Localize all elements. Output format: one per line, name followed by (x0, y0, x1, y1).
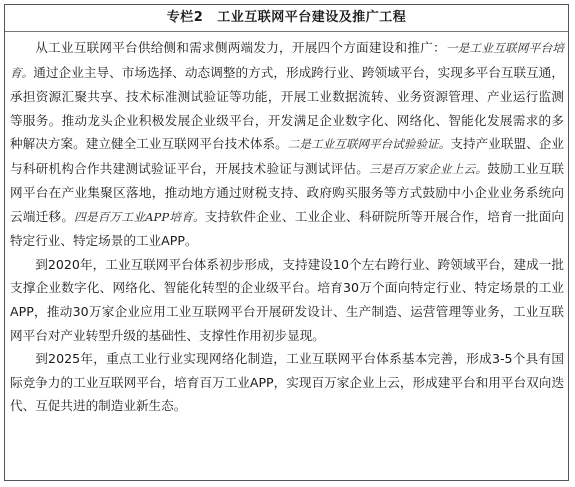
box-body (5, 32, 568, 418)
feature-box (4, 4, 569, 481)
text-run: 支持软件企业、工业企业、科研院所等开展合作，培育一批面向特定行业、特定场景的工业APP。 (10, 208, 564, 249)
box-label: 专栏2 (166, 10, 204, 25)
emphasis-run-app-cultivation: 四是百万工业APP培育。 (74, 209, 205, 224)
text-run: 支持产业联盟、企业与科研机构合作共建测试验证平台，开展技术验证与测试评估。 (10, 136, 564, 176)
text-run: 鼓励工业互联网平台在产业集聚区落地，推动地方通过财税支持、政府购买服务等方式鼓励中小企业业务系统向云端迁移。 (10, 160, 564, 224)
text-run: 到2020年，工业互联网平台体系初步形成，支持建设10个左右跨行业、跨领域平台，建成一批支撑企业数字化、网络化、智能化转型的企业级平台。培育30万个面向特定行业、特定场景的工业APP，推动30万家企业应用工业互联网平台开展研发设计、生产制造、运营管理等业务，工业互联网平台对产业转型升级的基础性、支撑性作用初步显现。 (10, 256, 564, 343)
paragraph-1 (10, 36, 564, 253)
paragraph-2 (10, 253, 564, 347)
box-heading: 工业互联网平台建设及推广工程 (217, 10, 407, 25)
emphasis-run-test-verification: 二是工业互联网平台试验验证。 (287, 137, 451, 152)
emphasis-run-enterprise-cloud: 三是百万家企业上云。 (369, 161, 488, 176)
paragraph-3 (10, 347, 564, 418)
box-title (5, 5, 568, 32)
text-run: 通过企业主导、市场选择、动态调整的方式，形成跨行业、跨领域平台，实现多平台互联互通，承担资源汇聚共享、技术标准测试验证等功能，开展工业数据流转、业务资源管理、产业运行监测等服务。推动龙头企业积极发展企业级平台，开发满足企业数字化、网络化、智能化发展需求的多种解决方案。建立健全工业互联网平台技术体系。 (10, 64, 564, 152)
emphasis-run-platform-cultivation: 一是工业互联网平台培育。 (10, 41, 564, 80)
text-run: 从工业互联网平台供给侧和需求侧两端发力，开展四个方面建设和推广： (35, 40, 446, 55)
text-run: 到2025年，重点工业行业实现网络化制造，工业互联网平台体系基本完善，形成3-5个具有国际竞争力的工业互联网平台，培育百万工业APP，实现百万家企业上云，形成建平台和用平台双向迭代、互促共进的制造业新生态。 (10, 351, 564, 414)
